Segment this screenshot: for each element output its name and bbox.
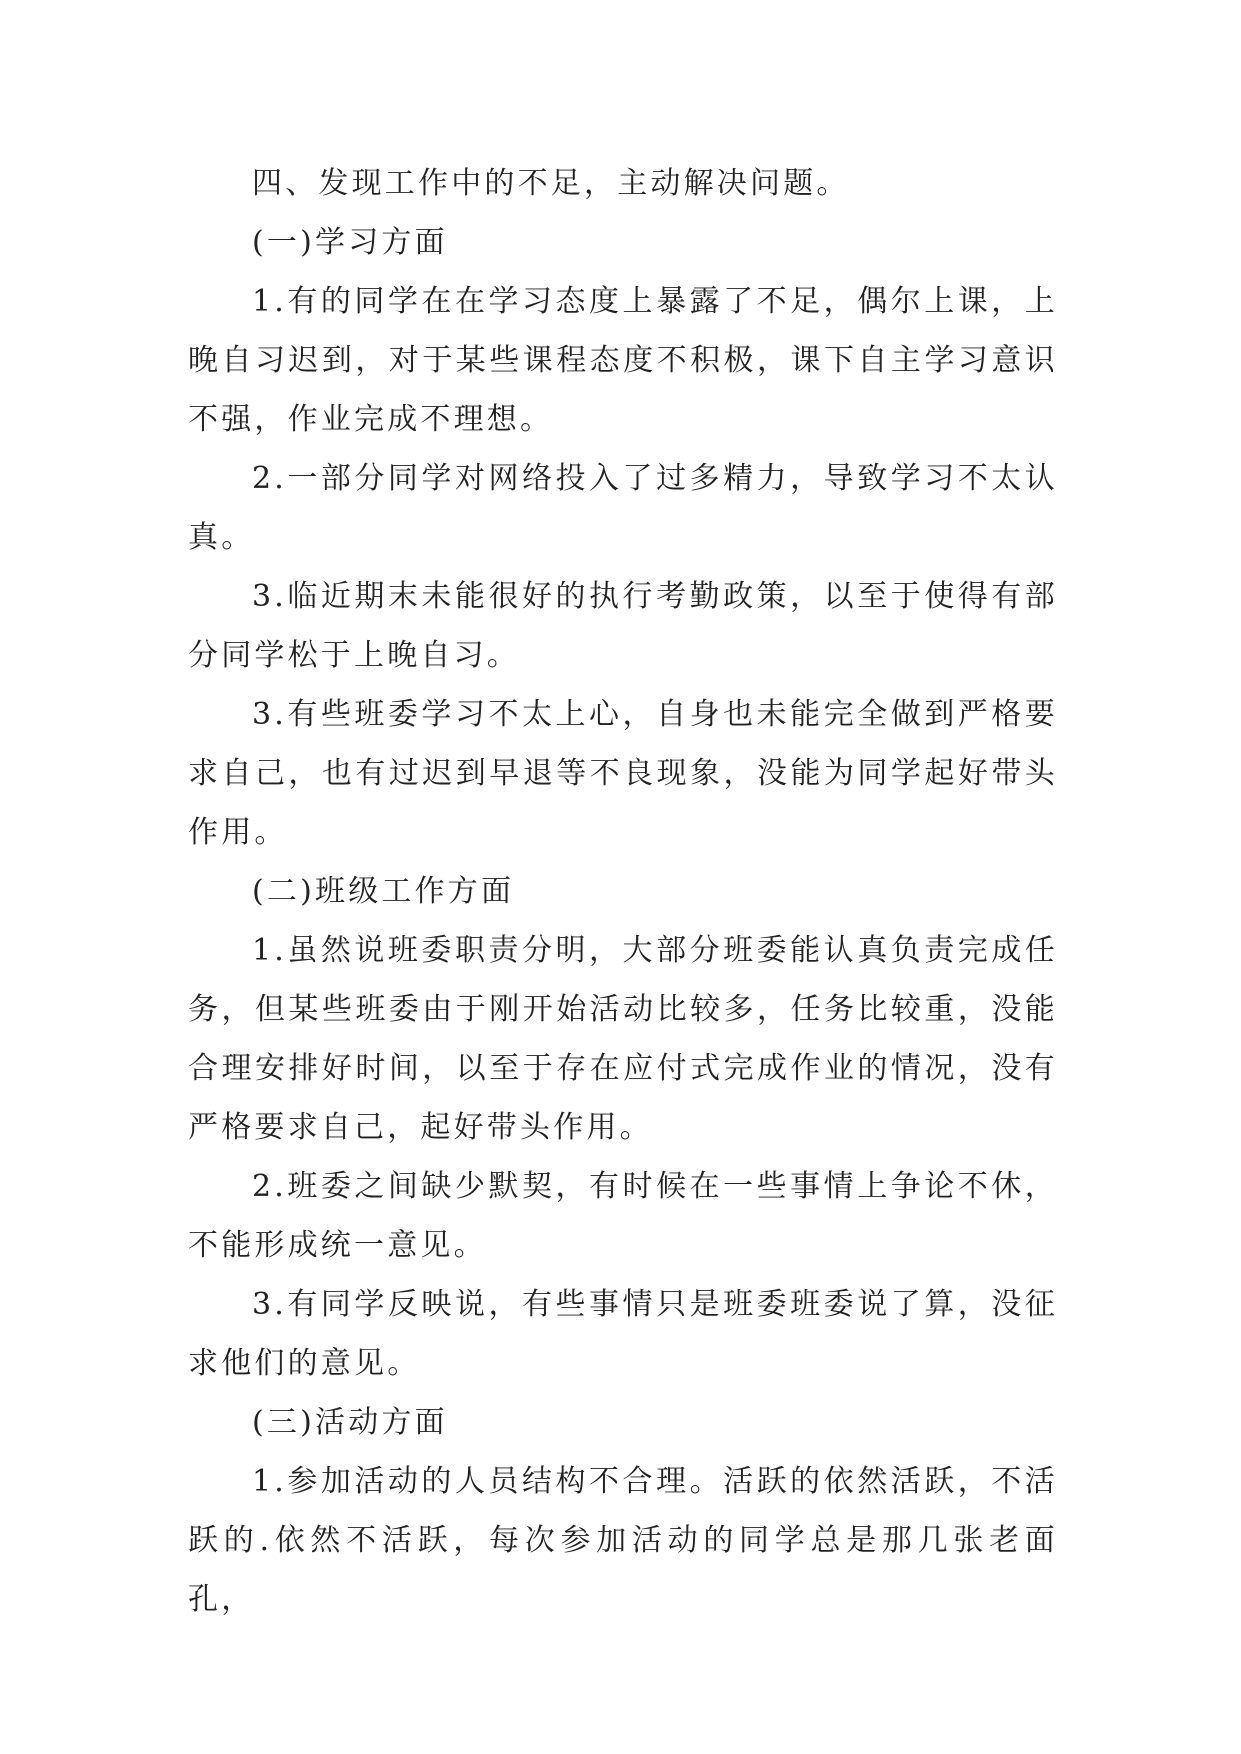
document-page bbox=[188, 154, 1058, 1629]
paragraph: 2.一部分同学对网络投入了过多精力，导致学习不太认真。 bbox=[188, 461, 1058, 555]
paragraph: 1.参加活动的人员结构不合理。活跃的依然活跃，不活跃的.依然不活跃，每次参加活动的同学总是那几张老面孔， bbox=[188, 1464, 1058, 1617]
paragraph: 1.虽然说班委职责分明，大部分班委能认真负责完成任务，但某些班委由于刚开始活动比较多，任务比较重，没能合理安排好时间，以至于存在应付式完成作业的情况，没有严格要求自己，起好带头作用。 bbox=[188, 933, 1058, 1145]
paragraph: 3.有些班委学习不太上心，自身也未能完全做到严格要求自己，也有过迟到早退等不良现象，没能为同学起好带头作用。 bbox=[188, 697, 1058, 850]
paragraph: 2.班委之间缺少默契，有时候在一些事情上争论不休，不能形成统一意见。 bbox=[188, 1169, 1058, 1263]
paragraph: 1.有的同学在在学习态度上暴露了不足，偶尔上课，上晚自习迟到，对于某些课程态度不积极，课下自主学习意识不强，作业完成不理想。 bbox=[188, 284, 1058, 437]
subsection-heading-study: (一)学习方面 bbox=[252, 225, 448, 260]
subsection-heading-activities: (三)活动方面 bbox=[252, 1405, 448, 1440]
paragraph: 3.有同学反映说，有些事情只是班委班委说了算，没征求他们的意见。 bbox=[188, 1287, 1058, 1381]
subsection-heading-class-work: (二)班级工作方面 bbox=[252, 874, 515, 909]
section-heading: 四、发现工作中的不足，主动解决问题。 bbox=[252, 166, 850, 201]
paragraph: 3.临近期末未能很好的执行考勤政策，以至于使得有部分同学松于上晚自习。 bbox=[188, 579, 1058, 673]
